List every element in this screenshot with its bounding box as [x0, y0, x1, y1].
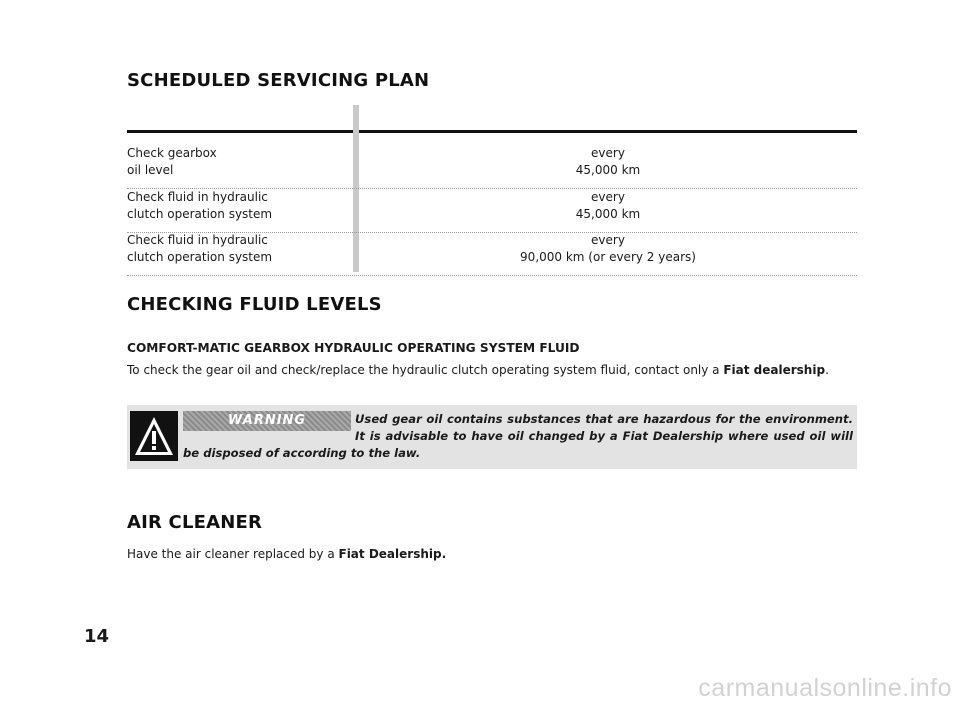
operation-line: oil level — [127, 163, 174, 177]
frequency-line: every — [591, 190, 625, 204]
table-top-rule — [127, 130, 857, 133]
warning-box — [127, 405, 857, 469]
table-row — [127, 232, 857, 276]
frequency-line: 90,000 km (or every 2 years) — [520, 250, 696, 264]
frequency-line: every — [591, 146, 625, 160]
air-cleaner-text: Have the air cleaner replaced by a — [127, 547, 339, 561]
row-divider — [127, 275, 857, 276]
warning-label: WARNING — [183, 411, 351, 431]
frequency-cell — [359, 145, 857, 179]
servicing-plan-title: SCHEDULED SERVICING PLAN — [127, 70, 430, 91]
operation-line: clutch operation system — [127, 207, 273, 221]
frequency-line: 45,000 km — [575, 163, 641, 177]
watermark: carmanualsonline.info — [698, 674, 952, 702]
page-number: 14 — [84, 626, 110, 647]
frequency-cell — [359, 189, 857, 223]
operation-line: clutch operation system — [127, 250, 273, 264]
servicing-table — [127, 105, 857, 273]
air-cleaner-title: AIR CLEANER — [127, 512, 263, 533]
operation-line: Check fluid in hydraulic — [127, 233, 268, 247]
frequency-line: every — [591, 233, 625, 247]
operation-line: Check gearbox — [127, 146, 217, 160]
operation-cell — [127, 232, 347, 266]
operation-line: Check fluid in hydraulic — [127, 190, 268, 204]
air-cleaner-instructions — [127, 547, 446, 561]
fluid-levels-title: CHECKING FLUID LEVELS — [127, 294, 382, 315]
operation-cell — [127, 189, 347, 223]
operation-cell — [127, 145, 347, 179]
fiat-dealership-emphasis: Fiat Dealership. — [338, 547, 447, 561]
warning-text: Used gear oil contains substances that are hazardous for the environment. It is advisable to have oil changed by a Fiat Dealership where used oil will be disposed of according to the law. — [183, 412, 853, 460]
fluid-subtitle: COMFORT-MATIC GEARBOX HYDRAULIC OPERATING SYSTEM FLUID — [127, 341, 580, 355]
warning-triangle-icon — [130, 411, 178, 461]
fluid-instructions — [127, 363, 829, 377]
table-row — [127, 145, 857, 189]
table-row — [127, 189, 857, 233]
fluid-text: To check the gear oil and check/replace the hydraulic clutch operating system fluid, contact only a — [127, 363, 724, 377]
frequency-cell — [359, 232, 857, 266]
fluid-text-end: . — [825, 363, 829, 377]
frequency-line: 45,000 km — [575, 207, 641, 221]
fiat-dealership-emphasis: Fiat dealership — [723, 363, 826, 377]
